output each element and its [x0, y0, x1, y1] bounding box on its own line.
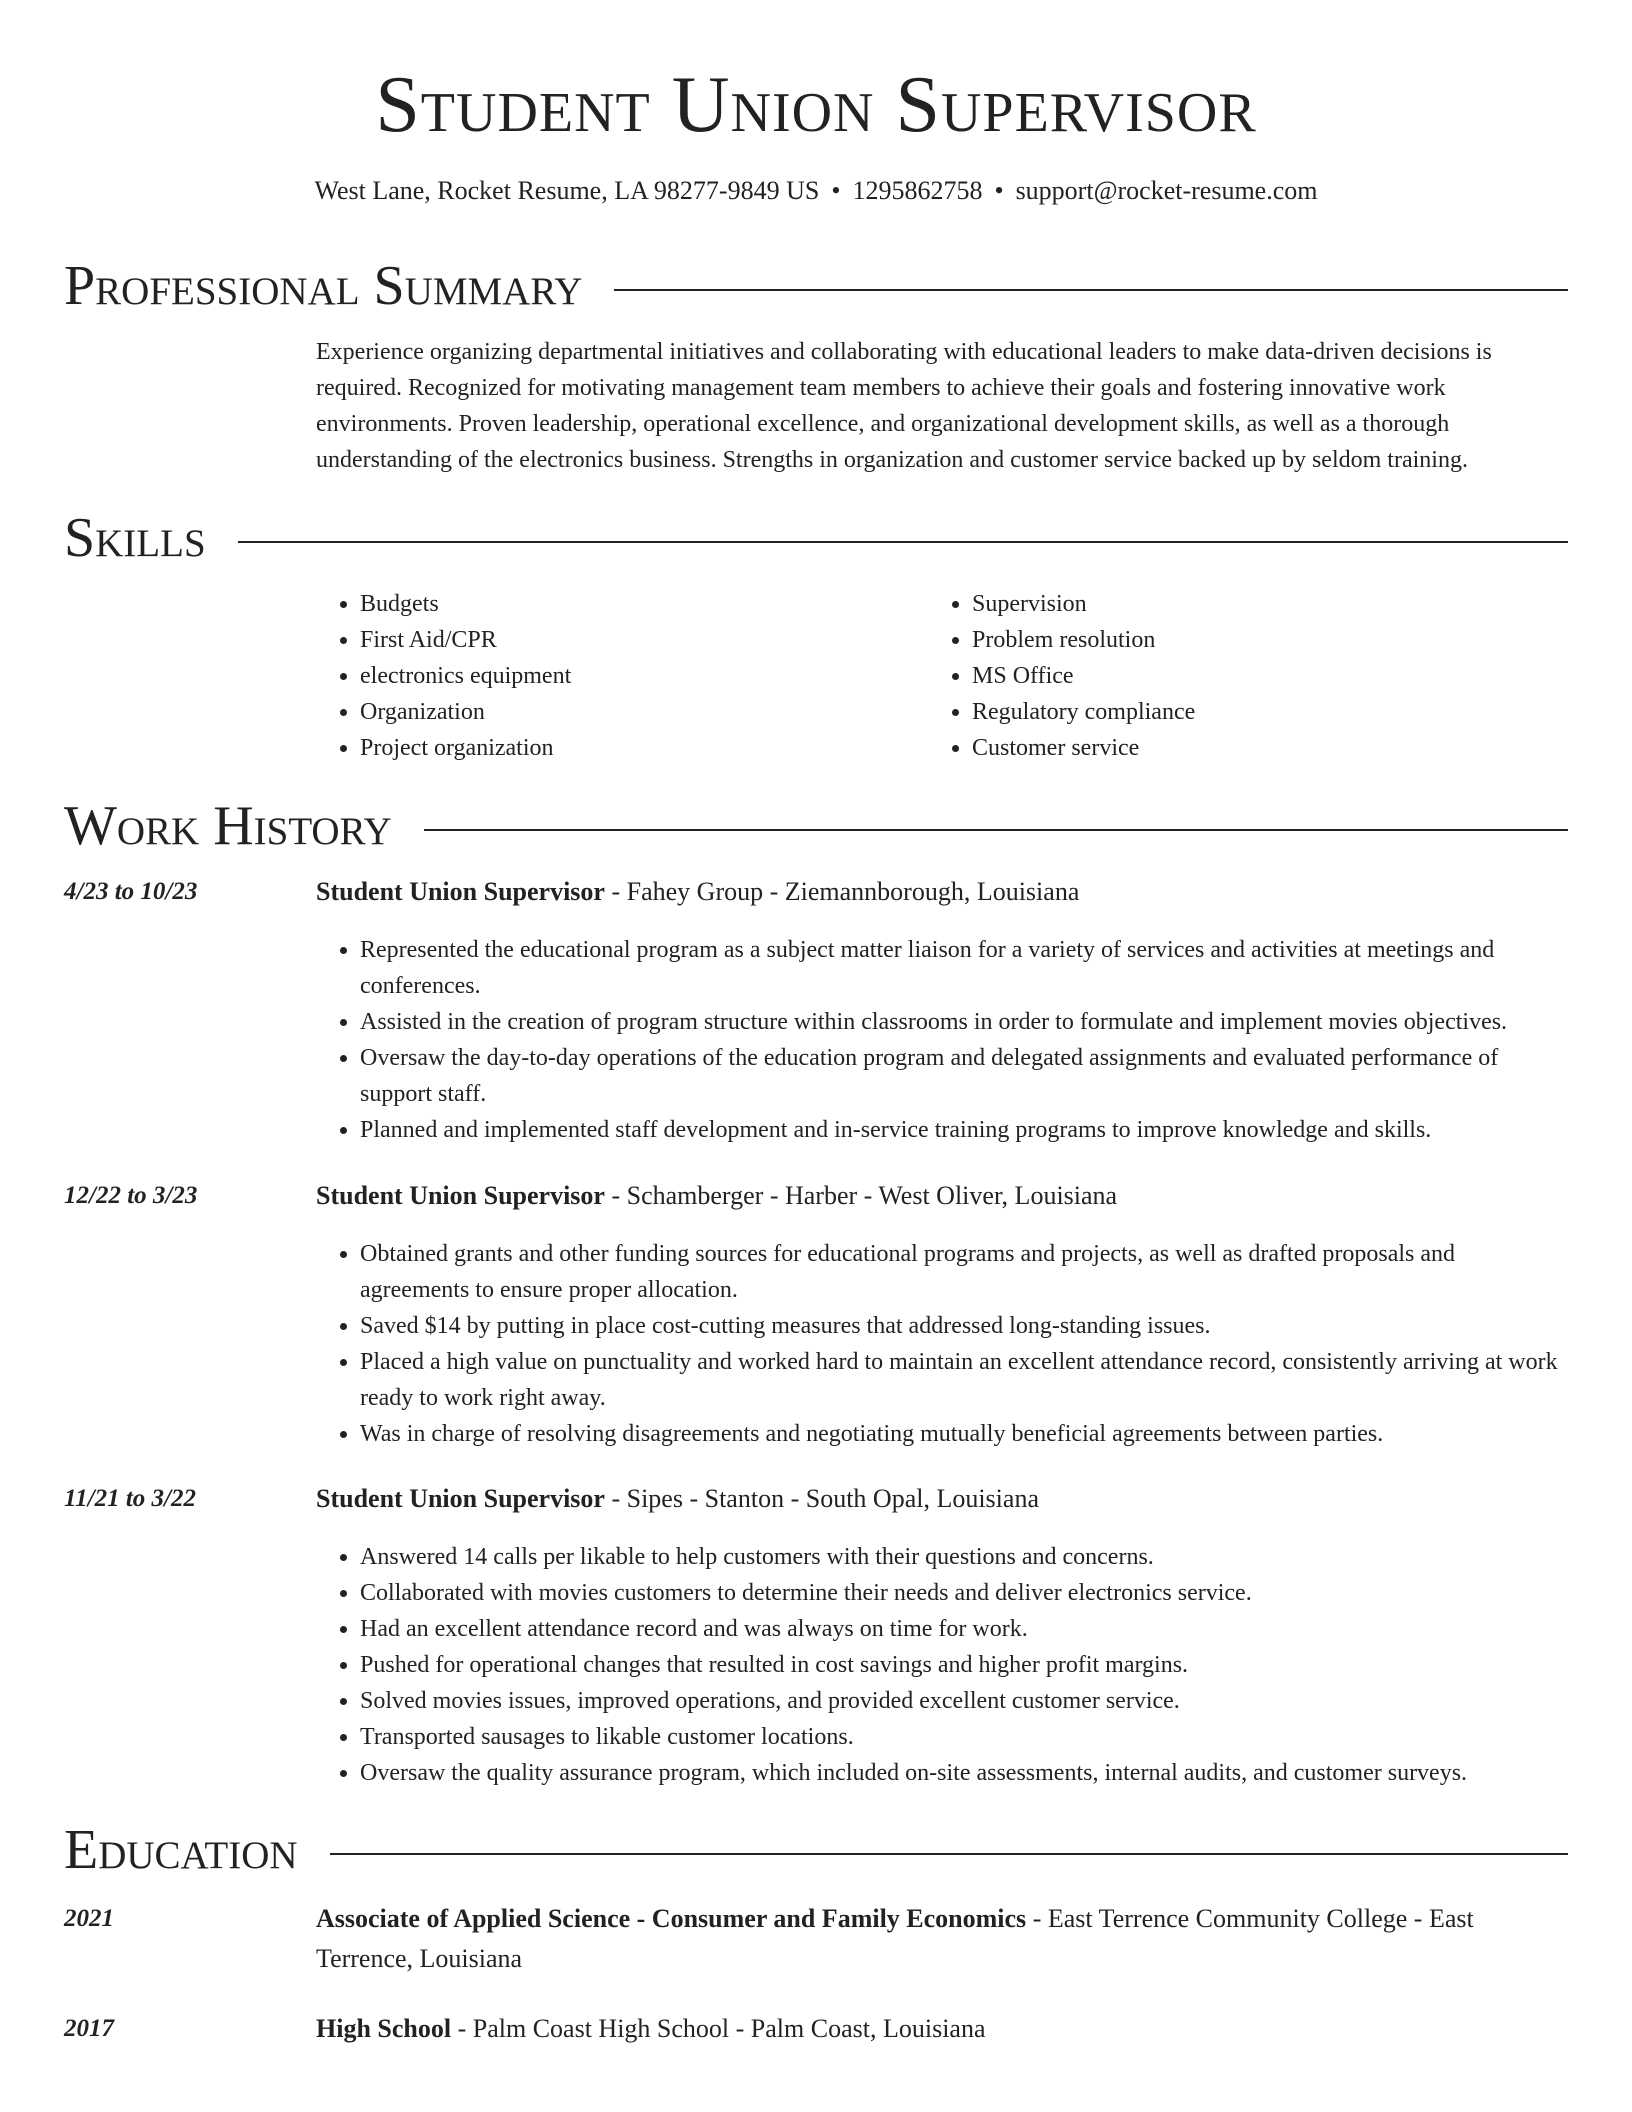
section-divider [238, 541, 1568, 543]
skills-list-right [928, 586, 1528, 766]
job-dates: 4/23 to 10/23 [64, 878, 198, 905]
skill-item: • MS Office [972, 658, 1528, 694]
job-duties [316, 1539, 1568, 1791]
job-duty: • Collaborated with movies customers to determine their needs and deliver electronics service. [360, 1575, 1568, 1611]
section-divider [614, 289, 1568, 291]
job-duty: • Obtained grants and other funding sources for educational programs and projects, as well as drafted proposals and agreements to ensure proper allocation. [360, 1236, 1568, 1308]
education-entry [316, 2009, 1568, 2049]
skill-item: • First Aid/CPR [360, 622, 916, 658]
job-duty: • Answered 14 calls per likable to help customers with their questions and concerns. [360, 1539, 1568, 1575]
work-section-header [64, 794, 1568, 858]
job-heading [316, 872, 1568, 912]
job-duty: • Was in charge of resolving disagreements and negotiating mutually beneficial agreements between parties. [360, 1416, 1568, 1452]
skill-item: • Budgets [360, 586, 916, 622]
section-title: Skills [64, 507, 206, 569]
skill-item: • Organization [360, 694, 916, 730]
job-duty: • Had an excellent attendance record and was always on time for work. [360, 1611, 1568, 1647]
section-title: Work History [64, 795, 392, 857]
education-year: 2021 [64, 1905, 114, 1932]
job-heading [316, 1479, 1568, 1519]
job-duty: • Oversaw the quality assurance program, which included on-site assessments, internal audits, and customer surveys. [360, 1755, 1568, 1791]
skill-item: • electronics equipment [360, 658, 916, 694]
separator: • [831, 176, 841, 205]
job-duty: • Planned and implemented staff development and in-service training programs to improve knowledge and skills. [360, 1112, 1568, 1148]
job-duties [316, 932, 1568, 1148]
job-duty: • Represented the educational program as a subject matter liaison for a variety of services and activities at meetings and conferences. [360, 932, 1568, 1004]
email[interactable]: support@rocket-resume.com [1015, 176, 1318, 205]
contact-line [64, 174, 1568, 208]
job-dates: 11/21 to 3/22 [64, 1485, 196, 1512]
job-duty: • Pushed for operational changes that resulted in cost savings and higher profit margins. [360, 1647, 1568, 1683]
skill-item: • Regulatory compliance [972, 694, 1528, 730]
skill-item: • Supervision [972, 586, 1528, 622]
job-duty: • Saved $14 by putting in place cost-cutting measures that addressed long-standing issues. [360, 1308, 1568, 1344]
section-title: Professional Summary [64, 255, 583, 317]
job-employer: - Sipes - Stanton - South Opal, Louisiana [604, 1484, 1039, 1513]
education-school: - East Terrence Community College - East Terrence, Louisiana [316, 1904, 1474, 1973]
skill-item: • Project organization [360, 730, 916, 766]
job-heading [316, 1176, 1568, 1216]
job-duty: • Placed a high value on punctuality and worked hard to maintain an excellent attendance record, consistently arriving at work ready to work right away. [360, 1344, 1568, 1416]
candidate-name: Student Union Supervisor [375, 61, 1257, 149]
job-duty: • Transported sausages to likable customer locations. [360, 1719, 1568, 1755]
job-employer: - Schamberger - Harber - West Oliver, Louisiana [604, 1181, 1118, 1210]
section-divider [424, 829, 1568, 831]
skill-item: • Problem resolution [972, 622, 1528, 658]
education-year: 2017 [64, 2015, 114, 2042]
job-duty: • Solved movies issues, improved operations, and provided excellent customer service. [360, 1683, 1568, 1719]
separator: • [994, 176, 1004, 205]
education-entry [316, 1899, 1568, 1979]
skill-item: • Customer service [972, 730, 1528, 766]
skills-list-left [316, 586, 916, 766]
section-title: Education [64, 1819, 298, 1881]
job-employer: - Fahey Group - Ziemannborough, Louisiana [604, 877, 1080, 906]
job-title: Student Union Supervisor [316, 1181, 605, 1210]
address: West Lane, Rocket Resume, LA 98277-9849 US [314, 176, 820, 205]
education-degree: Associate of Applied Science - Consumer and Family Economics [316, 1904, 1027, 1933]
summary-section-header [64, 254, 1568, 318]
job-duty: • Oversaw the day-to-day operations of the education program and delegated assignments and evaluated performance of support staff. [360, 1040, 1568, 1112]
summary-text: Experience organizing departmental initiatives and collaborating with educational leaders to make data-driven decisions is required. Recognized for motivating management team members to achieve their goals and fostering innovative work environments. Proven leadership, operational excellence, and organizational development skills, as well as a thorough understanding of the electronics business. Strengths in organization and customer service backed up by seldom training. [316, 339, 1492, 473]
job-title: Student Union Supervisor [316, 877, 605, 906]
education-degree: High School [316, 2014, 452, 2043]
job-title: Student Union Supervisor [316, 1484, 605, 1513]
job-duties [316, 1236, 1568, 1452]
skills-section-header [64, 506, 1568, 570]
phone: 1295862758 [852, 176, 983, 205]
education-section-header [64, 1818, 1568, 1882]
job-duty: • Assisted in the creation of program structure within classrooms in order to formulate and implement movies objectives. [360, 1004, 1568, 1040]
education-school: - Palm Coast High School - Palm Coast, Louisiana [451, 2014, 986, 2043]
job-dates: 12/22 to 3/23 [64, 1182, 198, 1209]
section-divider [330, 1853, 1568, 1855]
